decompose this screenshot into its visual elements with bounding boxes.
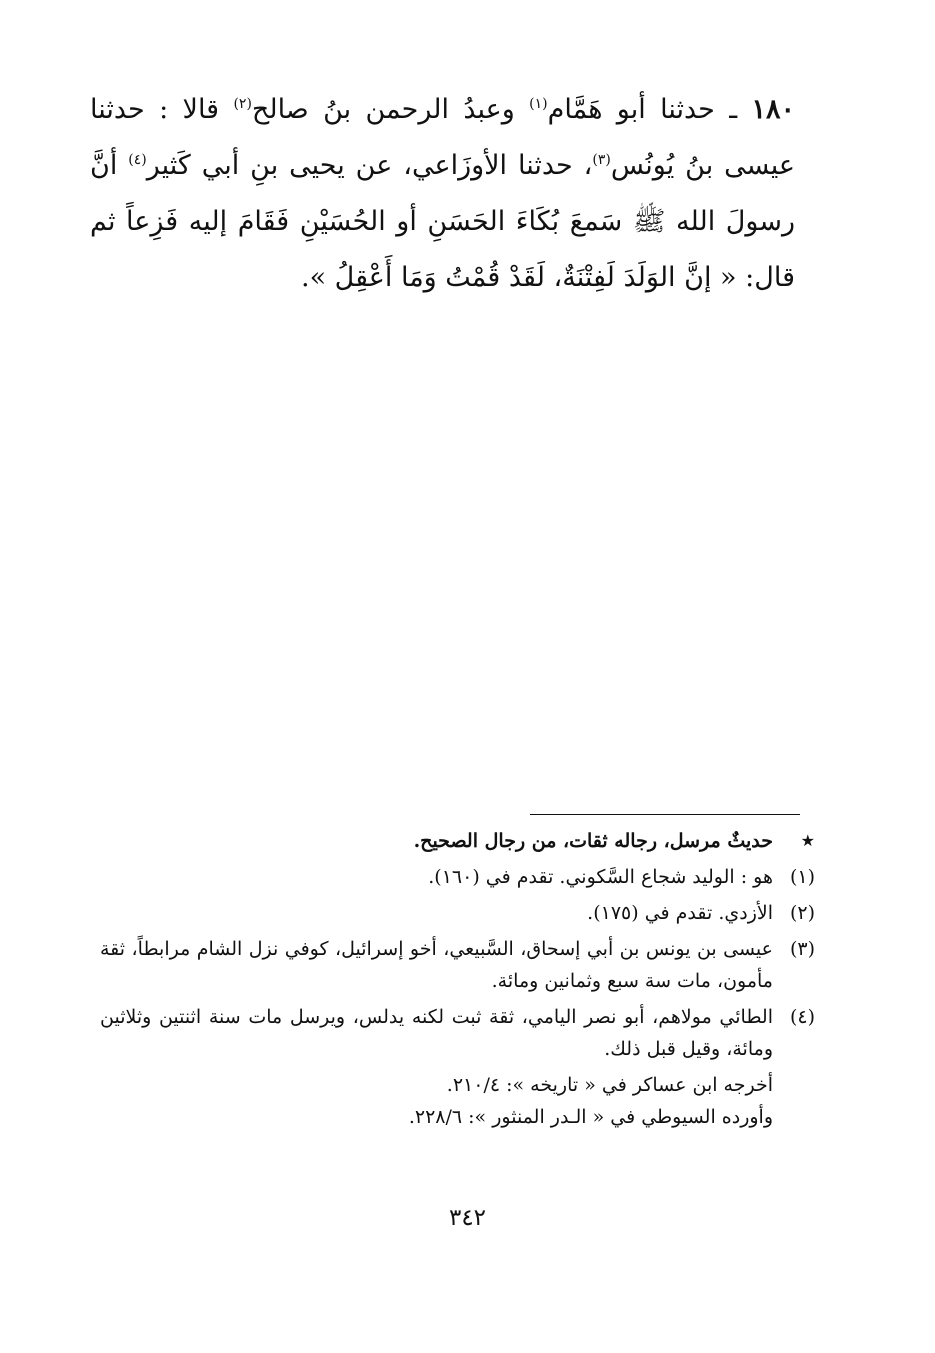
footnote-separator [530, 814, 800, 815]
hadith-segment: ، حدثنا الأوزَاعي، عن يحيى بنِ أبي كَثير [146, 150, 593, 181]
footnote-ref: (٢) [233, 96, 252, 112]
footnote-marker: (٤) [789, 1006, 815, 1028]
footnote-ref: (١) [529, 96, 548, 112]
footnote-text: عيسى بن يونس بن أبي إسحاق، السَّبيعي، أخو إسرائيل، كوفي نزل الشام مرابطاً، ثقة مأمون، مات سة سبع وثمانين ومائة. [100, 938, 773, 992]
footnote-item [100, 1001, 815, 1065]
hadith-text [90, 82, 795, 306]
footnote-item [100, 933, 815, 997]
page-number: ٣٤٢ [448, 1205, 487, 1231]
footnote-source: أخرجه ابن عساكر في « تاريخه »: ٢١٠/٤. [446, 1074, 773, 1096]
hadith-number: ١٨٠ [751, 94, 795, 125]
hadith-segment: قالا : حدثنا عيسى بنُ يُونُس [90, 94, 796, 181]
footnote-marker: (٣) [789, 938, 815, 960]
footnote-ref: (٤) [128, 152, 147, 168]
footnote-item [100, 861, 815, 893]
footnote-text: هو : الوليد شجاع السَّكوني. تقدم في (١٦٠). [428, 866, 773, 888]
footnote-text: الطائي مولاهم، أبو نصر اليامي، ثقة ثبت لكنه يدلس، ويرسل مات سنة اثنتين وثلاثين ومائة، وقيل قبل ذلك. [100, 1006, 773, 1060]
footnote-item [100, 897, 815, 929]
star-icon: ★ [800, 831, 815, 850]
hadith-segment: أنَّ رسولَ الله ﷺ سَمعَ بُكَاءَ الحَسَنِ أو الحُسَيْنِ فَقَامَ إليه فَزِعاً ثم قال: « إنَّ الوَلَدَ لَفِتْنَةٌ، لَقَدْ قُمْتُ وَمَا أَعْقِلُ ». [90, 150, 795, 293]
footnote-source: وأورده السيوطي في « الـدر المنثور »: ٢٢٨/٦. [408, 1106, 773, 1128]
footnote-star-text: حديثٌ مرسل، رجاله ثقات، من رجال الصحيح. [413, 830, 773, 852]
footnotes [100, 825, 815, 1133]
footnote-marker: (١) [789, 866, 815, 888]
hadith-segment: وعبدُ الرحمن بنُ صالح [251, 94, 530, 125]
footnote-ref: (٣) [592, 152, 611, 168]
hadith-segment: ـ حدثنا أبو هَمَّام [547, 94, 752, 125]
footnote-star [100, 825, 815, 857]
footnote-marker: (٢) [789, 902, 815, 924]
footnote-text: الأزدي. تقدم في (١٧٥). [587, 902, 773, 924]
